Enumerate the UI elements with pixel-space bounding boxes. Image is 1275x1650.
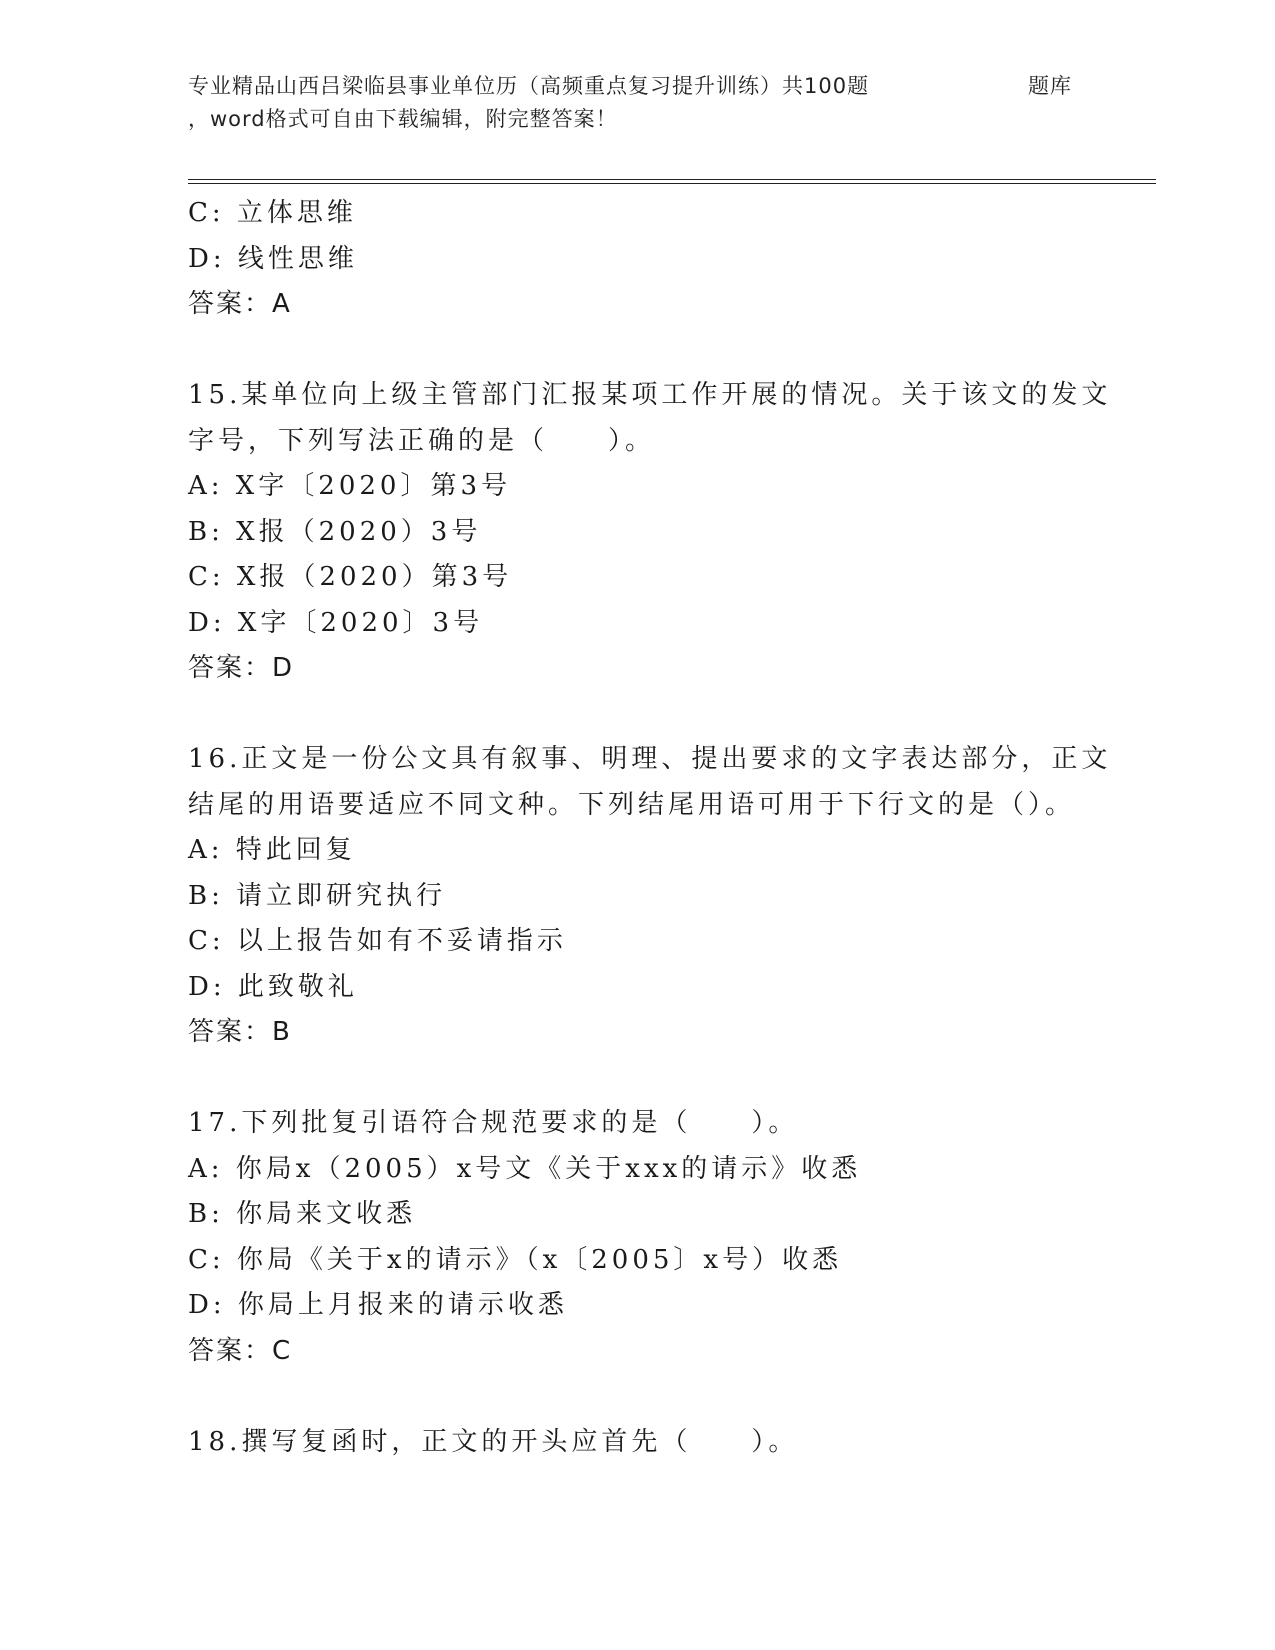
question-block — [188, 737, 1112, 1056]
option-line: C: 你局《关于x的请示》（x〔2005〕x号）收悉 — [188, 1244, 843, 1275]
spacer — [188, 328, 1088, 374]
option-line: B: 你局来文收悉 — [188, 1199, 417, 1229]
option-line: B: 请立即研究执行 — [188, 880, 447, 911]
option-line: D: 线性思维 — [188, 243, 358, 274]
header-title-line2: ，word格式可自由下载编辑，附完整答案！ — [188, 107, 618, 131]
option-line: D: 你局上月报来的请示收悉 — [188, 1290, 568, 1320]
header-right-label: 题库 — [1028, 74, 1072, 98]
option-line: A: 特此回复 — [188, 835, 356, 865]
option-line: A: 你局x（2005）x号文《关于xxx的请示》收悉 — [188, 1153, 862, 1184]
answer-line: 答案：D — [188, 653, 295, 683]
answer-line: 答案：A — [188, 289, 292, 319]
spacer — [188, 1374, 1088, 1420]
header-divider-bottom — [188, 183, 1156, 184]
answer-line: 答案：C — [188, 1335, 293, 1366]
option-line: C: X报（2020）第3号 — [188, 562, 513, 592]
option-line: B: X报（2020）3号 — [188, 516, 482, 547]
option-line: D: 此致敬礼 — [188, 971, 358, 1002]
spacer — [188, 1056, 1088, 1102]
option-line: D: X字〔2020〕3号 — [188, 607, 484, 638]
question-stem: 字号，下列写法正确的是（ ）。 — [188, 425, 656, 456]
header-title-line1: 专业精品山西吕梁临县事业单位历（高频重点复习提升训练）共100题 — [188, 74, 870, 98]
question-stem: 15.某单位向上级主管部门汇报某项工作开展的情况。关于该文的发文 — [188, 380, 1112, 410]
question-stem: 结尾的用语要适应不同文种。下列结尾用语可用于下行文的是（）。 — [188, 789, 1076, 820]
header-divider-top — [188, 179, 1156, 180]
option-line: C: 立体思维 — [188, 198, 357, 228]
question-block — [188, 373, 1112, 692]
question-content — [188, 191, 1112, 1465]
spacer — [188, 692, 1088, 738]
answer-line: 答案：B — [188, 1017, 292, 1047]
option-line: A: X字〔2020〕第3号 — [188, 471, 512, 501]
question-block — [188, 1420, 1088, 1466]
question-stem: 18.撰写复函时，正文的开头应首先（ ）。 — [188, 1426, 799, 1457]
question-block — [188, 1101, 1088, 1374]
option-line: C: 以上报告如有不妥请指示 — [188, 926, 567, 956]
question-stem: 17.下列批复引语符合规范要求的是（ ）。 — [188, 1108, 799, 1138]
question-stem: 16.正文是一份公文具有叙事、明理、提出要求的文字表达部分，正文 — [188, 744, 1112, 774]
